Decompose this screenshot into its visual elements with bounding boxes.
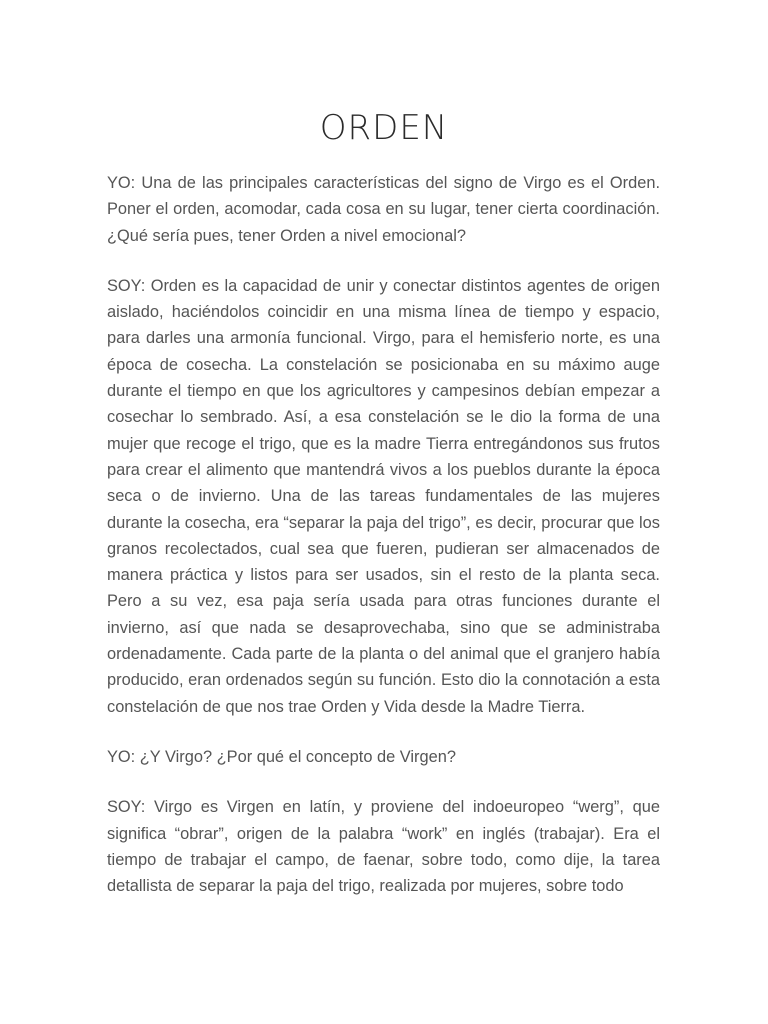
paragraph-yo-question: YO: Una de las principales características del signo de Virgo es el Orden. Poner el orden, acomodar, cada cosa en su lugar, tener cierta coordinación. ¿Qué sería pues, tener Orden a nivel emocional? [107,174,660,245]
page-title: ORDEN [319,108,449,148]
paragraph-yo-virgo-question: YO: ¿Y Virgo? ¿Por qué el concepto de Virgen? [107,747,456,766]
document-body [107,170,660,923]
paragraph-soy-answer: SOY: Orden es la capacidad de unir y conectar distintos agentes de origen aislado, haciéndolos coincidir en una misma línea de tiempo y espacio, para darles una armonía funcional. Virgo, para el hemisferio norte, es una época de cosecha. La constelación se posicionaba en su máximo auge durante el tiempo en que los agricultores y campesinos debían empezar a cosechar lo sembrado. Así, a esa constelación se le dio la forma de una mujer que recoge el trigo, que es la madre Tierra entregándonos sus frutos para crear el alimento que mantendrá vivos a los pueblos durante la época seca o de invierno. Una de las tareas fundamentales de las mujeres durante la cosecha, era “separar la paja del trigo”, es decir, procurar que los granos recolectados, cual sea que fueren, pudieran ser almacenados de manera práctica y listos para ser usados, sin el resto de la planta seca. Pero a su vez, esa paja sería usada para otras funciones durante el invierno, así que nada se desaprovechaba, sino que se administraba ordenadamente. Cada parte de la planta o del animal que el granjero había producido, eran ordenados según su función. Esto dio la connotación a esta constelación de que nos trae Orden y Vida desde la Madre Tierra. [107,276,660,716]
paragraph-soy-virgo-answer: SOY: Virgo es Virgen en latín, y proviene del indoeuropeo “werg”, que significa “obrar”, origen de la palabra “work” en inglés (trabajar). Era el tiempo de trabajar el campo, de faenar, sobre todo, como dije, la tarea detallista de separar la paja del trigo, realizada por mujeres, sobre todo [107,798,660,896]
